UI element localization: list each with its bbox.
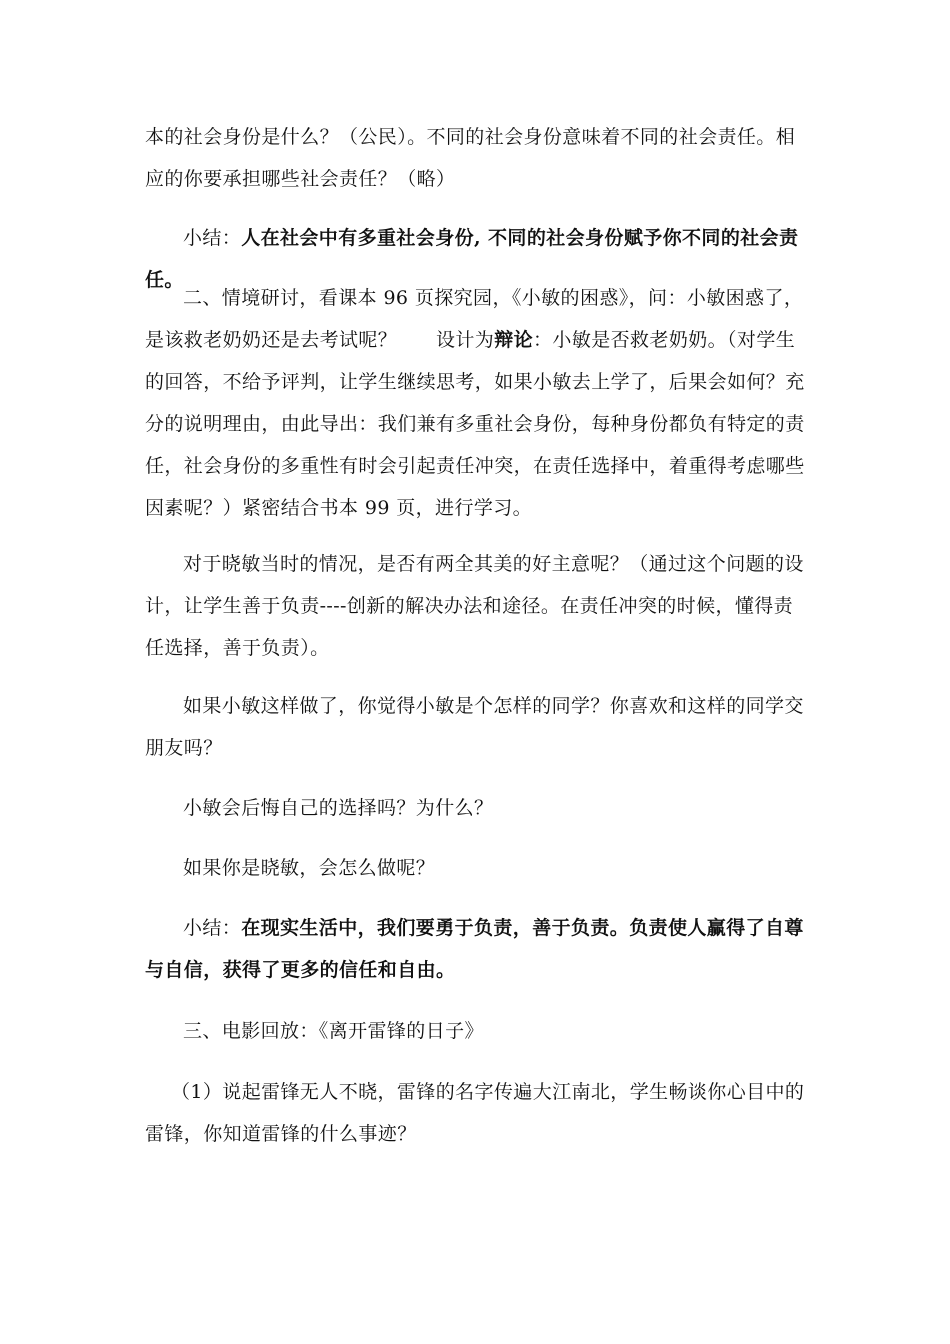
section-heading: 三、电影回放：《离开雷锋的日子》: [183, 1020, 484, 1042]
paragraph-text: （1）说起雷锋无人不晓，雷锋的名字传遍大江南北，学生畅谈你心目中的雷锋，你知道雷锋的什么事迹？: [145, 1081, 805, 1145]
paragraph-two-ways: [145, 543, 807, 669]
paragraph-summary-2: [145, 907, 807, 991]
paragraph-social-identity: [145, 116, 807, 200]
debate-keyword: 辩论: [494, 329, 534, 351]
summary-text: 在现实生活中，我们要勇于负责，善于负责。负责使人赢得了自尊与自信，获得了更多的信任和自由。: [145, 917, 804, 981]
paragraph-question-regret: [145, 787, 807, 829]
paragraph-question-what-would-you-do: [145, 847, 807, 889]
paragraph-text: ：小敏是否救老奶奶。（对学生的回答，不给予评判，让学生继续思考，如果小敏去上学了，后果会如何？充分的说明理由，由此导出：我们兼有多重社会身份，每种身份都负有特定的责任，社会身份的多重性有时会引起责任冲突，在责任选择中，着重得考虑哪些因素呢？）紧密结合书本 99 页，进行学习。: [145, 329, 805, 519]
paragraph-scenario-discussion: [145, 277, 807, 529]
paragraph-text: 本的社会身份是什么？（公民）。不同的社会身份意味着不同的社会责任。相应的你要承担哪些社会责任？（略）: [145, 126, 796, 190]
summary-text: 人在社会中有多重社会身份, 不同的社会身份赋予你不同的社会责任。: [145, 227, 799, 291]
summary-label: 小结：: [183, 227, 242, 249]
paragraph-text: 如果小敏这样做了，你觉得小敏是个怎样的同学？你喜欢和这样的同学交朋友吗？: [145, 695, 804, 759]
summary-label: 小结：: [183, 917, 242, 939]
paragraph-text: 对于晓敏当时的情况，是否有两全其美的好主意呢？（通过这个问题的设计，让学生善于负责----创新的解决办法和途径。在责任冲突的时候，懂得责任选择，善于负责）。: [145, 553, 804, 659]
paragraph-question-friend: [145, 685, 807, 769]
paragraph-text: 小敏会后悔自己的选择吗？为什么？: [183, 797, 494, 819]
paragraph-text: 二、情境研讨，看课本 96 页探究园，《小敏的困惑》，问：小敏困惑了，是该救老奶奶还是去考试呢？ 设计为: [145, 287, 804, 351]
paragraph-text: 如果你是晓敏，会怎么做呢？: [183, 857, 436, 879]
paragraph-section-three-heading: [145, 1010, 807, 1052]
paragraph-lei-feng: [145, 1071, 807, 1155]
